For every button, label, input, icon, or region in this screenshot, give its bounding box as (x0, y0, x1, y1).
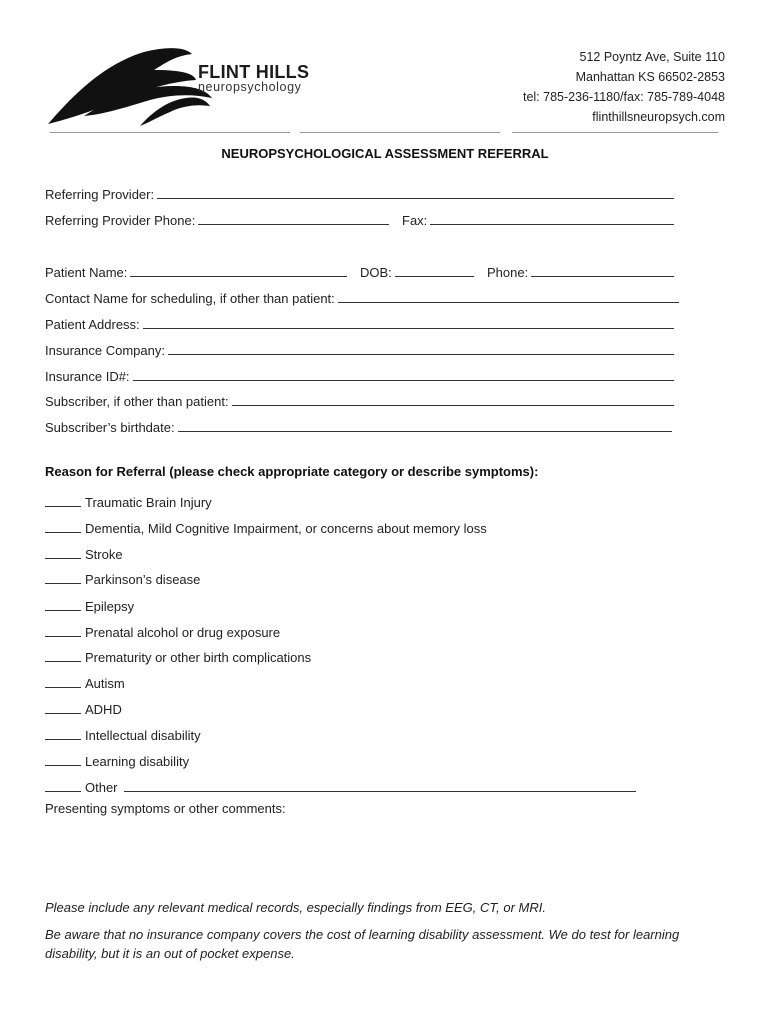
field-label: Referring Provider Phone: (45, 213, 196, 228)
field-label: Referring Provider: (45, 187, 155, 202)
checkbox-blank[interactable] (45, 520, 81, 533)
reason-option[interactable] (45, 518, 487, 536)
disclaimer-line: disability, but it is an out of pocket expense. (45, 946, 295, 961)
reason-option-other[interactable] (45, 777, 636, 795)
phone-fax-line: tel: 785-236-1180/fax: 785-789-4048 (522, 90, 725, 104)
patient-name-field[interactable] (45, 262, 347, 280)
field-label: Phone: (487, 265, 529, 280)
checkbox-blank[interactable] (45, 779, 81, 792)
form-title: NEUROPSYCHOLOGICAL ASSESSMENT REFERRAL (221, 146, 549, 161)
comments-label: Presenting symptoms or other comments: (45, 801, 286, 816)
subscriber-birthdate-field[interactable] (45, 417, 672, 435)
input-line[interactable] (232, 393, 674, 406)
checkbox-blank[interactable] (45, 598, 81, 611)
reason-heading: Reason for Referral (please check appropriate category or describe symptoms): (45, 464, 539, 479)
option-label: Traumatic Brain Injury (85, 495, 212, 510)
field-label: Fax: (402, 213, 428, 228)
input-line[interactable] (531, 264, 674, 277)
input-line[interactable] (178, 419, 672, 432)
referring-phone-field[interactable] (45, 210, 389, 228)
field-label: Patient Name: (45, 265, 128, 280)
input-line[interactable] (133, 368, 674, 381)
referring-provider-field[interactable] (45, 184, 674, 202)
checkbox-blank[interactable] (45, 649, 81, 662)
field-label: DOB: (360, 265, 392, 280)
patient-phone-field[interactable] (487, 262, 674, 280)
patient-address-field[interactable] (45, 314, 674, 332)
website-link[interactable]: flinthillsneuropsych.com (592, 110, 725, 124)
reason-option[interactable] (45, 699, 122, 717)
reason-option[interactable] (45, 544, 123, 562)
brand-name: FLINT HILLS (198, 62, 310, 82)
insurance-id-field[interactable] (45, 366, 674, 384)
reason-option[interactable] (45, 725, 201, 743)
option-label: Learning disability (85, 754, 190, 769)
input-line[interactable] (395, 264, 474, 277)
option-label: Stroke (85, 547, 123, 562)
checkbox-blank[interactable] (45, 701, 81, 714)
header-divider (512, 132, 718, 133)
checkbox-blank[interactable] (45, 546, 81, 559)
reason-option[interactable] (45, 673, 125, 691)
option-label: Autism (85, 676, 125, 691)
input-line[interactable] (130, 264, 347, 277)
option-label: Other (85, 780, 118, 795)
option-label: Parkinson’s disease (85, 572, 201, 587)
checkbox-blank[interactable] (45, 494, 81, 507)
disclaimer-note (45, 925, 679, 963)
checkbox-blank[interactable] (45, 624, 81, 637)
field-label: Subscriber, if other than patient: (45, 394, 229, 409)
reason-option[interactable] (45, 751, 189, 769)
checkbox-blank[interactable] (45, 753, 81, 766)
option-label: Intellectual disability (85, 728, 201, 743)
disclaimer-line: Be aware that no insurance company covers the cost of learning disability assessment. We do test for learning (45, 927, 680, 942)
checkbox-blank[interactable] (45, 571, 81, 584)
option-label: Prenatal alcohol or drug exposure (85, 625, 281, 640)
address-line: 512 Poyntz Ave, Suite 110 (579, 50, 725, 64)
header-divider (50, 132, 290, 133)
checkbox-blank[interactable] (45, 675, 81, 688)
practice-address (523, 47, 725, 127)
contact-name-field[interactable] (45, 288, 679, 306)
field-label: Insurance ID#: (45, 369, 130, 384)
input-line[interactable] (430, 212, 674, 225)
input-line[interactable] (338, 290, 679, 303)
reason-option[interactable] (45, 622, 280, 640)
field-label: Contact Name for scheduling, if other than patient: (45, 291, 335, 306)
reason-option[interactable] (45, 569, 200, 587)
reason-option[interactable] (45, 647, 311, 665)
input-line[interactable] (143, 316, 674, 329)
checkbox-blank[interactable] (45, 727, 81, 740)
reason-option[interactable] (45, 492, 212, 510)
records-note: Please include any relevant medical records, especially findings from EEG, CT, or MRI. (45, 900, 546, 915)
option-label: Dementia, Mild Cognitive Impairment, or concerns about memory loss (85, 521, 487, 536)
option-label: Prematurity or other birth complications (85, 650, 312, 665)
field-label: Insurance Company: (45, 343, 165, 358)
option-label: Epilepsy (85, 599, 135, 614)
option-label: ADHD (85, 702, 122, 717)
subscriber-field[interactable] (45, 391, 674, 409)
other-input-line[interactable] (124, 779, 636, 792)
insurance-company-field[interactable] (45, 340, 674, 358)
dob-field[interactable] (360, 262, 474, 280)
field-label: Subscriber’s birthdate: (45, 420, 175, 435)
reason-option[interactable] (45, 596, 134, 614)
address-line: Manhattan KS 66502-2853 (575, 70, 725, 84)
field-label: Patient Address: (45, 317, 140, 332)
brand-subtitle: neuropsychology (198, 80, 302, 94)
header-divider (300, 132, 500, 133)
input-line[interactable] (198, 212, 389, 225)
input-line[interactable] (157, 186, 674, 199)
input-line[interactable] (168, 342, 674, 355)
fax-field[interactable] (402, 210, 674, 228)
